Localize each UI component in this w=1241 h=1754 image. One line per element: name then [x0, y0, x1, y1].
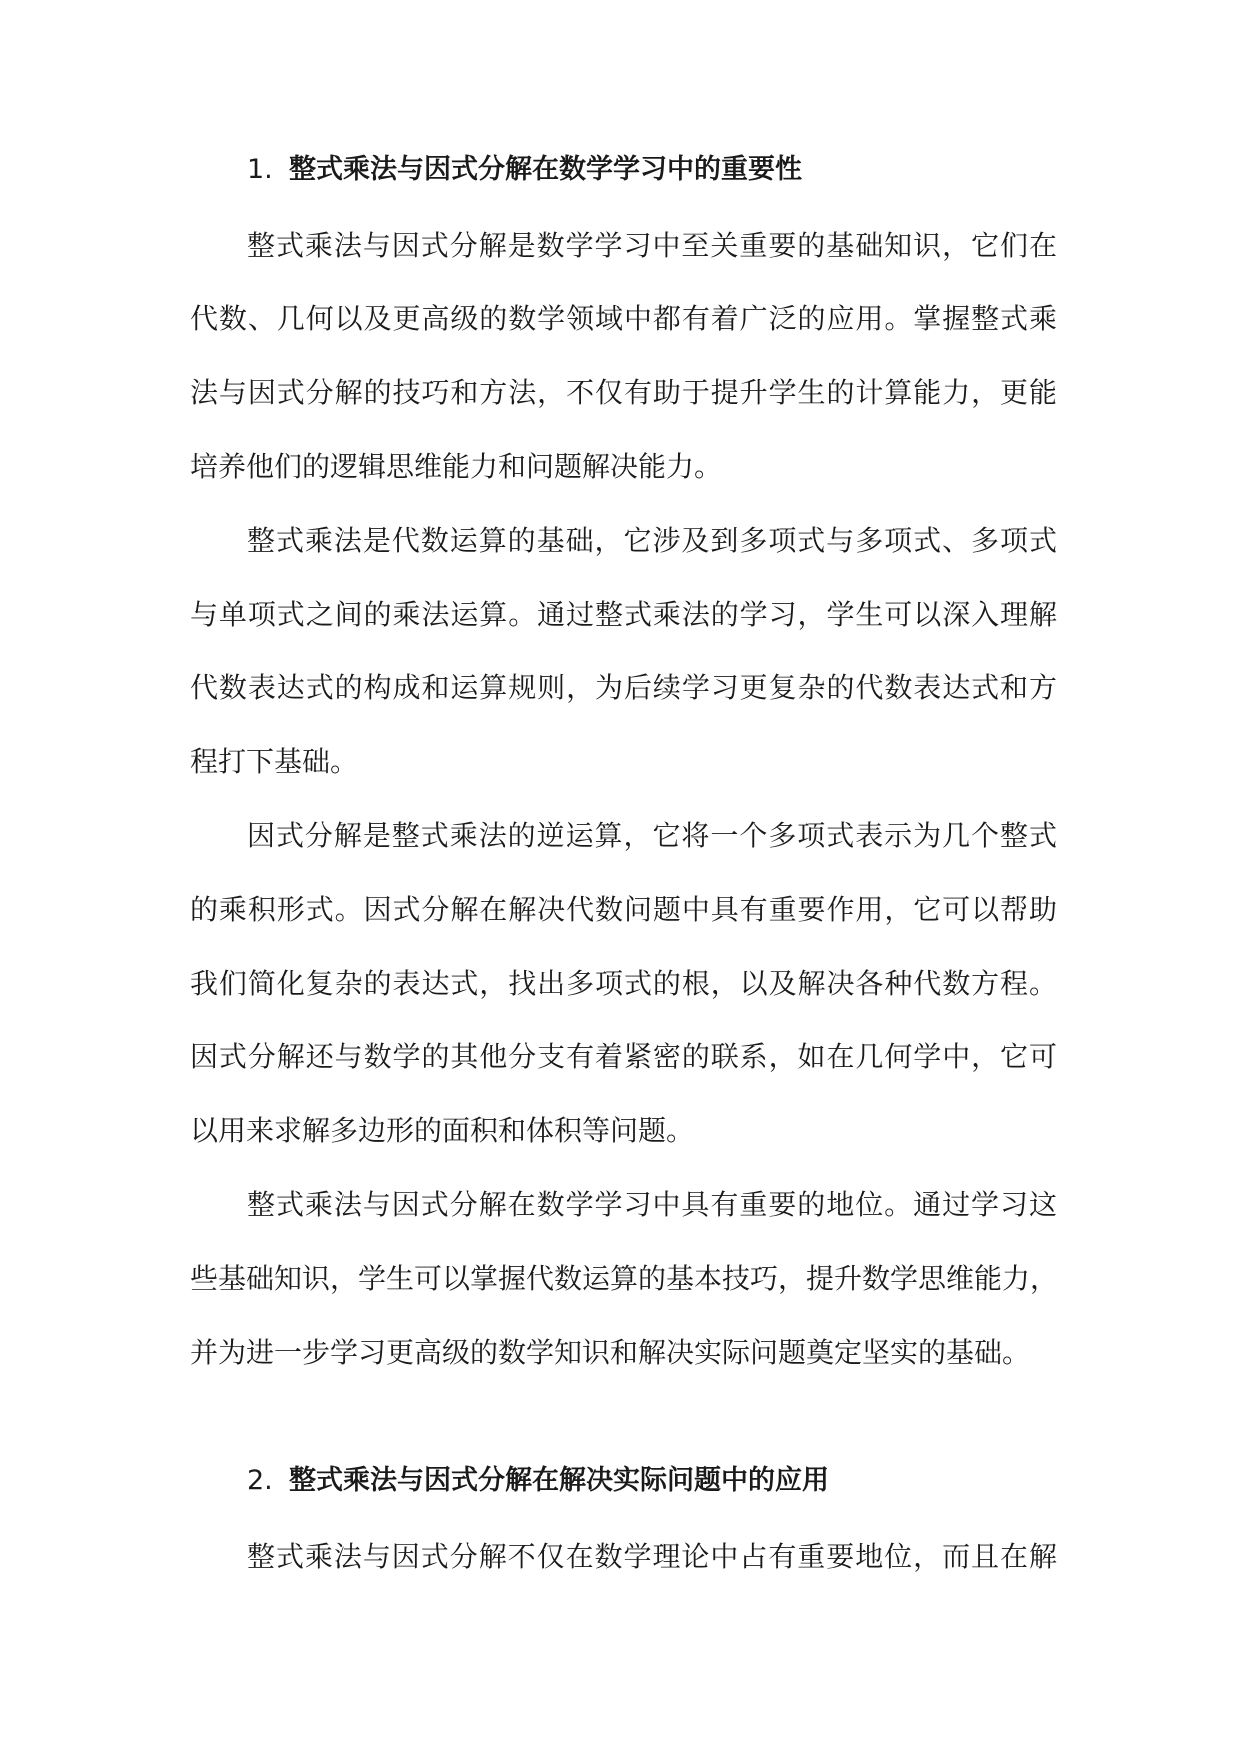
- paragraph-line: 我们简化复杂的表达式，找出多项式的根，以及解决各种代数方程。: [190, 967, 1057, 1000]
- paragraph-line: 整式乘法与因式分解不仅在数学理论中占有重要地位，而且在解: [247, 1540, 1057, 1573]
- paragraph-line: 因式分解还与数学的其他分支有着紧密的联系，如在几何学中，它可: [190, 1040, 1057, 1073]
- paragraph-line: 整式乘法与因式分解是数学学习中至关重要的基础知识，它们在: [247, 229, 1057, 262]
- paragraph-line: 代数表达式的构成和运算规则，为后续学习更复杂的代数表达式和方: [190, 671, 1057, 704]
- paragraph-line: 整式乘法与因式分解在数学学习中具有重要的地位。通过学习这: [247, 1188, 1057, 1221]
- section-number: 1.: [247, 154, 273, 185]
- section-heading: [247, 152, 802, 188]
- section-title: 整式乘法与因式分解在数学学习中的重要性: [289, 154, 802, 185]
- paragraph-line: 法与因式分解的技巧和方法，不仅有助于提升学生的计算能力，更能: [190, 376, 1057, 409]
- paragraph-line: 并为进一步学习更高级的数学知识和解决实际问题奠定坚实的基础。: [190, 1336, 1031, 1369]
- section-heading: [247, 1463, 829, 1499]
- paragraph-line: 的乘积形式。因式分解在解决代数问题中具有重要作用，它可以帮助: [190, 893, 1057, 926]
- section-title: 整式乘法与因式分解在解决实际问题中的应用: [289, 1465, 829, 1496]
- paragraph-line: 程打下基础。: [190, 745, 359, 778]
- section-number: 2.: [247, 1465, 273, 1496]
- paragraph-line: 代数、几何以及更高级的数学领域中都有着广泛的应用。掌握整式乘: [190, 302, 1057, 335]
- paragraph-line: 因式分解是整式乘法的逆运算，它将一个多项式表示为几个整式: [247, 819, 1057, 852]
- paragraph-line: 培养他们的逻辑思维能力和问题解决能力。: [190, 450, 723, 483]
- paragraph-line: 与单项式之间的乘法运算。通过整式乘法的学习，学生可以深入理解: [190, 598, 1057, 631]
- paragraph-line: 整式乘法是代数运算的基础，它涉及到多项式与多项式、多项式: [247, 524, 1057, 557]
- paragraph-line: 些基础知识，学生可以掌握代数运算的基本技巧，提升数学思维能力，: [190, 1262, 1059, 1295]
- paragraph-line: 以用来求解多边形的面积和体积等问题。: [190, 1114, 695, 1147]
